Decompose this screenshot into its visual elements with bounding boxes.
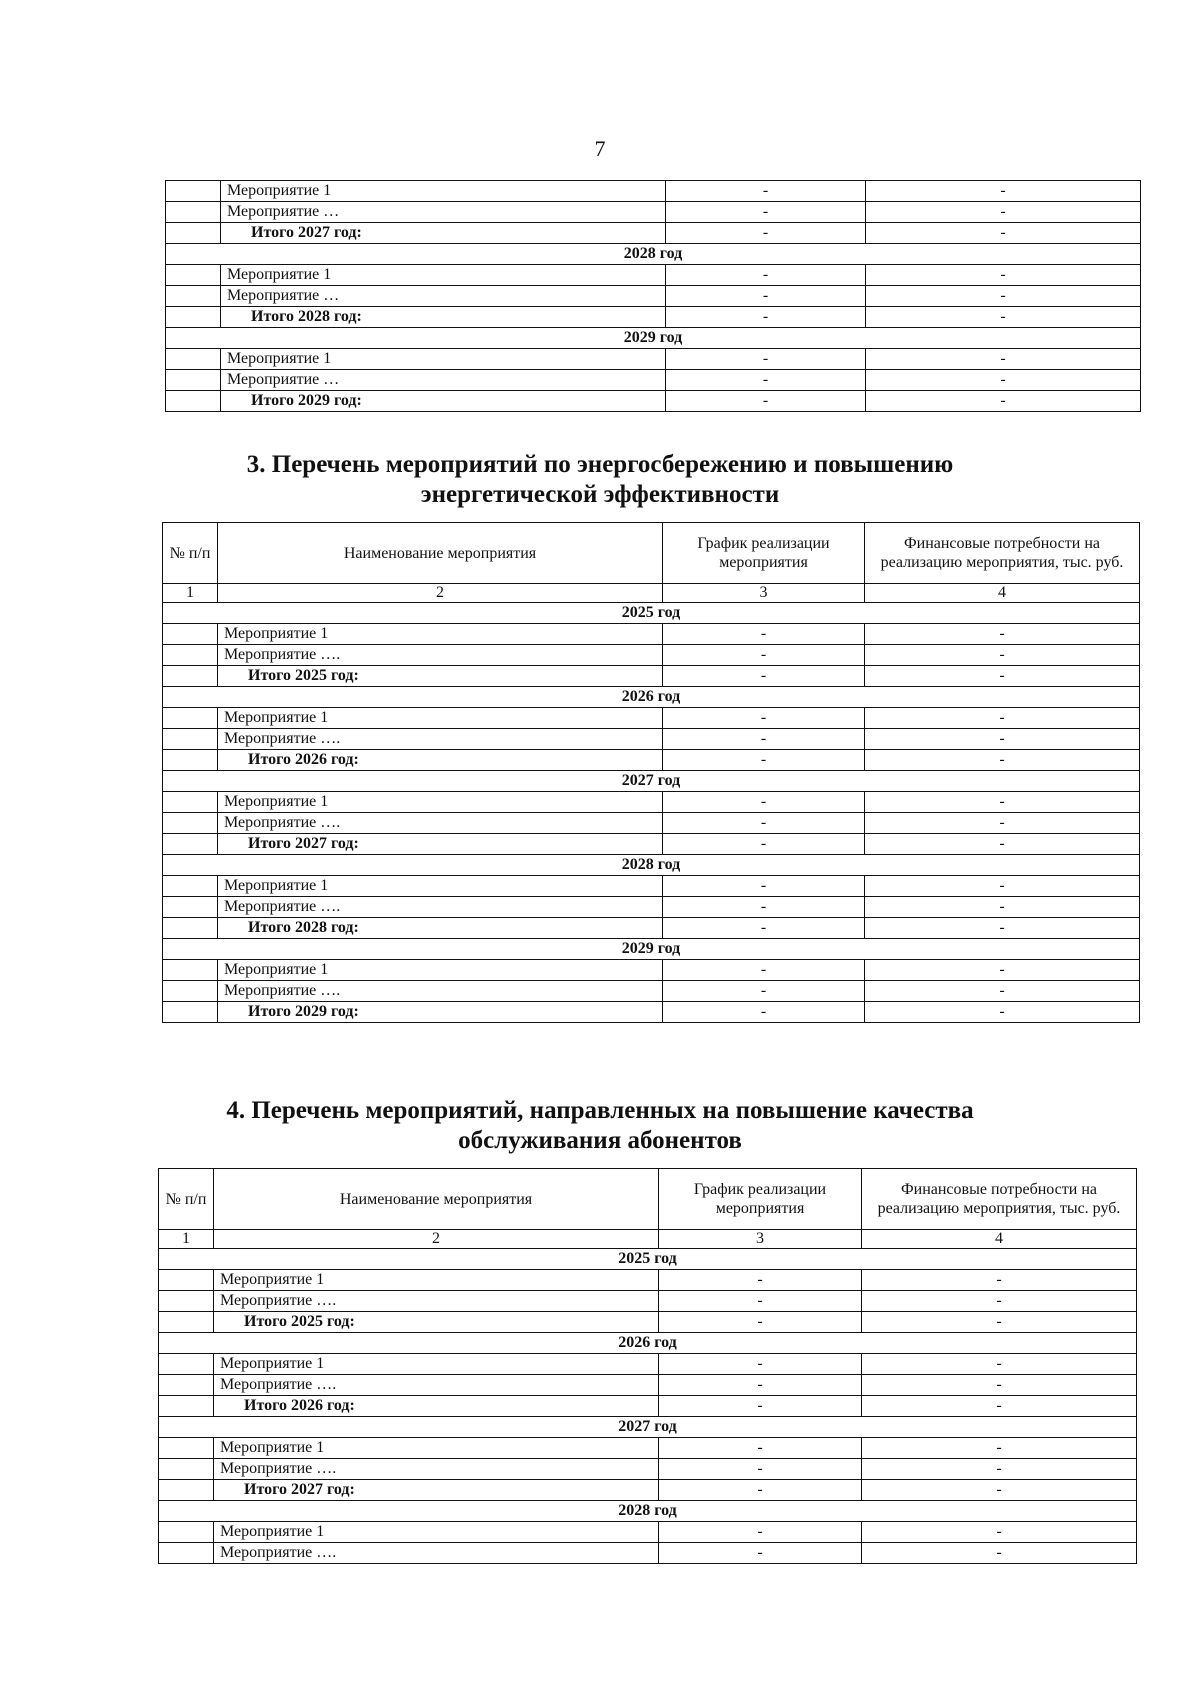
col-number-3: 3 bbox=[659, 1230, 862, 1249]
schedule-value: - bbox=[666, 307, 866, 328]
activity-name: Мероприятие …. bbox=[218, 981, 663, 1002]
row-num-cell bbox=[159, 1312, 214, 1333]
year-row bbox=[166, 328, 1141, 349]
finance-value: - bbox=[866, 370, 1141, 391]
finance-value: - bbox=[865, 813, 1140, 834]
schedule-value: - bbox=[666, 181, 866, 202]
total-label: Итого 2028 год: bbox=[221, 307, 666, 328]
schedule-value: - bbox=[659, 1480, 862, 1501]
section-4-title bbox=[0, 1096, 1200, 1156]
schedule-value: - bbox=[666, 391, 866, 412]
year-row bbox=[159, 1501, 1137, 1522]
schedule-value: - bbox=[659, 1312, 862, 1333]
year-row bbox=[163, 771, 1140, 792]
finance-value: - bbox=[866, 223, 1141, 244]
table-row bbox=[163, 624, 1140, 645]
row-num-cell bbox=[166, 349, 221, 370]
row-num-cell bbox=[159, 1522, 214, 1543]
year-label: 2028 год bbox=[159, 1501, 1137, 1522]
col-number-1: 1 bbox=[159, 1230, 214, 1249]
activity-name: Мероприятие …. bbox=[218, 897, 663, 918]
year-row bbox=[163, 939, 1140, 960]
finance-value: - bbox=[865, 729, 1140, 750]
total-label: Итого 2027 год: bbox=[214, 1480, 659, 1501]
table-row bbox=[159, 1291, 1137, 1312]
finance-value: - bbox=[866, 391, 1141, 412]
total-row bbox=[166, 391, 1141, 412]
activity-name: Мероприятие …. bbox=[218, 729, 663, 750]
page-number: 7 bbox=[594, 136, 606, 161]
schedule-value: - bbox=[659, 1375, 862, 1396]
finance-value: - bbox=[862, 1354, 1137, 1375]
column-number-row bbox=[159, 1230, 1137, 1249]
schedule-value: - bbox=[663, 897, 865, 918]
table-row bbox=[159, 1375, 1137, 1396]
total-label: Итого 2026 год: bbox=[218, 750, 663, 771]
finance-value: - bbox=[862, 1459, 1137, 1480]
schedule-value: - bbox=[666, 202, 866, 223]
activity-name: Мероприятие 1 bbox=[218, 876, 663, 897]
finance-value: - bbox=[862, 1312, 1137, 1333]
header-num: № п/п bbox=[163, 523, 218, 584]
year-row bbox=[163, 855, 1140, 876]
table-row bbox=[163, 876, 1140, 897]
section-3-title-line2: энергетической эффективности bbox=[420, 481, 780, 508]
schedule-value: - bbox=[663, 1002, 865, 1023]
year-row bbox=[159, 1333, 1137, 1354]
finance-value: - bbox=[865, 792, 1140, 813]
year-row bbox=[163, 687, 1140, 708]
schedule-value: - bbox=[663, 876, 865, 897]
finance-value: - bbox=[865, 708, 1140, 729]
finance-value: - bbox=[862, 1522, 1137, 1543]
year-label: 2026 год bbox=[163, 687, 1140, 708]
schedule-value: - bbox=[663, 813, 865, 834]
total-row bbox=[163, 918, 1140, 939]
activity-name: Мероприятие 1 bbox=[218, 792, 663, 813]
schedule-value: - bbox=[663, 981, 865, 1002]
year-label: 2028 год bbox=[163, 855, 1140, 876]
finance-value: - bbox=[862, 1438, 1137, 1459]
year-label: 2027 год bbox=[159, 1417, 1137, 1438]
finance-value: - bbox=[865, 981, 1140, 1002]
finance-value: - bbox=[865, 918, 1140, 939]
finance-value: - bbox=[866, 181, 1141, 202]
total-label: Итого 2028 год: bbox=[218, 918, 663, 939]
total-label: Итого 2025 год: bbox=[218, 666, 663, 687]
finance-value: - bbox=[862, 1375, 1137, 1396]
schedule-value: - bbox=[666, 223, 866, 244]
finance-value: - bbox=[865, 897, 1140, 918]
schedule-value: - bbox=[659, 1438, 862, 1459]
finance-value: - bbox=[862, 1291, 1137, 1312]
table-row bbox=[163, 708, 1140, 729]
finance-value: - bbox=[865, 1002, 1140, 1023]
col-number-1: 1 bbox=[163, 584, 218, 603]
row-num-cell bbox=[163, 960, 218, 981]
total-row bbox=[163, 666, 1140, 687]
finance-value: - bbox=[865, 645, 1140, 666]
activity-name: Мероприятие 1 bbox=[221, 349, 666, 370]
activity-name: Мероприятие 1 bbox=[218, 960, 663, 981]
table-row bbox=[163, 960, 1140, 981]
row-num-cell bbox=[163, 897, 218, 918]
schedule-value: - bbox=[659, 1459, 862, 1480]
table-row bbox=[163, 729, 1140, 750]
table-header-row bbox=[159, 1169, 1137, 1230]
total-row bbox=[163, 1002, 1140, 1023]
row-num-cell bbox=[166, 370, 221, 391]
year-label: 2026 год bbox=[159, 1333, 1137, 1354]
year-row bbox=[166, 244, 1141, 265]
section-3-title bbox=[0, 450, 1200, 510]
table-row bbox=[159, 1522, 1137, 1543]
row-num-cell bbox=[163, 834, 218, 855]
schedule-value: - bbox=[666, 265, 866, 286]
activity-name: Мероприятие … bbox=[221, 202, 666, 223]
row-num-cell bbox=[163, 750, 218, 771]
activity-name: Мероприятие … bbox=[221, 286, 666, 307]
year-label: 2029 год bbox=[163, 939, 1140, 960]
schedule-value: - bbox=[666, 349, 866, 370]
finance-value: - bbox=[866, 265, 1141, 286]
year-row bbox=[159, 1249, 1137, 1270]
row-num-cell bbox=[166, 223, 221, 244]
activity-name: Мероприятие … bbox=[221, 370, 666, 391]
finance-value: - bbox=[865, 876, 1140, 897]
schedule-value: - bbox=[659, 1522, 862, 1543]
table-row bbox=[163, 813, 1140, 834]
total-row bbox=[163, 834, 1140, 855]
finance-value: - bbox=[865, 834, 1140, 855]
finance-value: - bbox=[865, 960, 1140, 981]
table-row bbox=[166, 349, 1141, 370]
schedule-value: - bbox=[659, 1291, 862, 1312]
row-num-cell bbox=[163, 666, 218, 687]
schedule-value: - bbox=[659, 1270, 862, 1291]
activity-name: Мероприятие …. bbox=[214, 1543, 659, 1564]
activity-name: Мероприятие …. bbox=[218, 645, 663, 666]
table-row bbox=[163, 981, 1140, 1002]
activity-name: Мероприятие …. bbox=[218, 813, 663, 834]
activity-name: Мероприятие …. bbox=[214, 1459, 659, 1480]
activity-name: Мероприятие 1 bbox=[214, 1438, 659, 1459]
activity-name: Мероприятие 1 bbox=[214, 1354, 659, 1375]
total-label: Итого 2026 год: bbox=[214, 1396, 659, 1417]
finance-value: - bbox=[866, 286, 1141, 307]
activities-table-continued bbox=[165, 180, 1141, 412]
total-label: Итого 2027 год: bbox=[221, 223, 666, 244]
total-label: Итого 2029 год: bbox=[221, 391, 666, 412]
finance-value: - bbox=[862, 1396, 1137, 1417]
schedule-value: - bbox=[666, 286, 866, 307]
column-number-row bbox=[163, 584, 1140, 603]
section-4-title-line1: 4. Перечень мероприятий, направленных на повышение качества bbox=[226, 1097, 974, 1124]
table-row bbox=[166, 286, 1141, 307]
schedule-value: - bbox=[663, 834, 865, 855]
energy-saving-activities-table bbox=[162, 522, 1140, 1023]
table-row bbox=[159, 1270, 1137, 1291]
total-row bbox=[163, 750, 1140, 771]
schedule-value: - bbox=[663, 918, 865, 939]
table-row bbox=[166, 265, 1141, 286]
header-schedule: График реализации мероприятия bbox=[659, 1169, 862, 1230]
finance-value: - bbox=[866, 307, 1141, 328]
activity-name: Мероприятие 1 bbox=[221, 181, 666, 202]
row-num-cell bbox=[166, 265, 221, 286]
year-label: 2027 год bbox=[163, 771, 1140, 792]
col-number-3: 3 bbox=[663, 584, 865, 603]
schedule-value: - bbox=[659, 1354, 862, 1375]
col-number-4: 4 bbox=[862, 1230, 1137, 1249]
row-num-cell bbox=[166, 286, 221, 307]
row-num-cell bbox=[159, 1480, 214, 1501]
schedule-value: - bbox=[663, 708, 865, 729]
row-num-cell bbox=[166, 181, 221, 202]
schedule-value: - bbox=[659, 1543, 862, 1564]
header-name: Наименование мероприятия bbox=[218, 523, 663, 584]
row-num-cell bbox=[159, 1396, 214, 1417]
schedule-value: - bbox=[663, 624, 865, 645]
activity-name: Мероприятие …. bbox=[214, 1291, 659, 1312]
total-row bbox=[166, 307, 1141, 328]
year-row bbox=[159, 1417, 1137, 1438]
year-label: 2025 год bbox=[159, 1249, 1137, 1270]
row-num-cell bbox=[159, 1438, 214, 1459]
finance-value: - bbox=[865, 750, 1140, 771]
schedule-value: - bbox=[663, 729, 865, 750]
row-num-cell bbox=[163, 708, 218, 729]
table-row bbox=[159, 1459, 1137, 1480]
total-row bbox=[159, 1480, 1137, 1501]
header-schedule: График реализации мероприятия bbox=[663, 523, 865, 584]
finance-value: - bbox=[865, 666, 1140, 687]
table-header-row bbox=[163, 523, 1140, 584]
year-row bbox=[163, 603, 1140, 624]
finance-value: - bbox=[862, 1270, 1137, 1291]
table-row bbox=[159, 1543, 1137, 1564]
total-label: Итого 2029 год: bbox=[218, 1002, 663, 1023]
service-quality-activities-table bbox=[158, 1168, 1137, 1564]
finance-value: - bbox=[862, 1543, 1137, 1564]
table-row bbox=[166, 181, 1141, 202]
activity-name: Мероприятие …. bbox=[214, 1375, 659, 1396]
activity-name: Мероприятие 1 bbox=[221, 265, 666, 286]
table-row bbox=[166, 202, 1141, 223]
row-num-cell bbox=[166, 307, 221, 328]
row-num-cell bbox=[166, 202, 221, 223]
schedule-value: - bbox=[663, 750, 865, 771]
col-number-2: 2 bbox=[218, 584, 663, 603]
activity-name: Мероприятие 1 bbox=[218, 708, 663, 729]
row-num-cell bbox=[166, 391, 221, 412]
table-row bbox=[163, 645, 1140, 666]
header-name: Наименование мероприятия bbox=[214, 1169, 659, 1230]
row-num-cell bbox=[159, 1459, 214, 1480]
section-3-title-line1: 3. Перечень мероприятий по энергосбережению и повышению bbox=[246, 451, 954, 478]
row-num-cell bbox=[163, 813, 218, 834]
row-num-cell bbox=[159, 1291, 214, 1312]
year-label: 2025 год bbox=[163, 603, 1140, 624]
total-row bbox=[159, 1312, 1137, 1333]
total-row bbox=[166, 223, 1141, 244]
total-label: Итого 2025 год: bbox=[214, 1312, 659, 1333]
section-4-title-line2: обслуживания абонентов bbox=[458, 1127, 742, 1154]
row-num-cell bbox=[159, 1270, 214, 1291]
table-row bbox=[163, 897, 1140, 918]
row-num-cell bbox=[163, 981, 218, 1002]
schedule-value: - bbox=[663, 960, 865, 981]
activity-name: Мероприятие 1 bbox=[214, 1522, 659, 1543]
table-row bbox=[166, 370, 1141, 391]
activity-name: Мероприятие 1 bbox=[214, 1270, 659, 1291]
col-number-2: 2 bbox=[214, 1230, 659, 1249]
total-row bbox=[159, 1396, 1137, 1417]
row-num-cell bbox=[159, 1375, 214, 1396]
table-row bbox=[159, 1438, 1137, 1459]
header-finance: Финансовые потребности на реализацию мероприятия, тыс. руб. bbox=[862, 1169, 1137, 1230]
year-label: 2029 год bbox=[166, 328, 1141, 349]
row-num-cell bbox=[159, 1543, 214, 1564]
row-num-cell bbox=[163, 1002, 218, 1023]
header-num: № п/п bbox=[159, 1169, 214, 1230]
schedule-value: - bbox=[666, 370, 866, 391]
table-row bbox=[159, 1354, 1137, 1375]
row-num-cell bbox=[163, 876, 218, 897]
row-num-cell bbox=[163, 918, 218, 939]
finance-value: - bbox=[866, 202, 1141, 223]
table-row bbox=[163, 792, 1140, 813]
col-number-4: 4 bbox=[865, 584, 1140, 603]
schedule-value: - bbox=[663, 645, 865, 666]
finance-value: - bbox=[865, 624, 1140, 645]
total-label: Итого 2027 год: bbox=[218, 834, 663, 855]
schedule-value: - bbox=[659, 1396, 862, 1417]
schedule-value: - bbox=[663, 792, 865, 813]
finance-value: - bbox=[862, 1480, 1137, 1501]
schedule-value: - bbox=[663, 666, 865, 687]
row-num-cell bbox=[163, 645, 218, 666]
activity-name: Мероприятие 1 bbox=[218, 624, 663, 645]
row-num-cell bbox=[163, 792, 218, 813]
row-num-cell bbox=[159, 1354, 214, 1375]
header-finance: Финансовые потребности на реализацию мероприятия, тыс. руб. bbox=[865, 523, 1140, 584]
row-num-cell bbox=[163, 624, 218, 645]
year-label: 2028 год bbox=[166, 244, 1141, 265]
finance-value: - bbox=[866, 349, 1141, 370]
row-num-cell bbox=[163, 729, 218, 750]
